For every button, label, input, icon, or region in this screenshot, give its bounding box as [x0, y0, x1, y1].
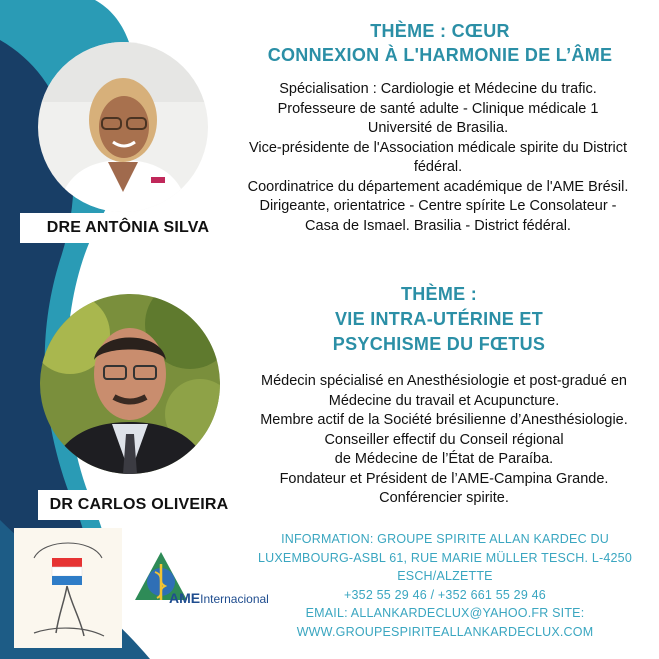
- info-line: INFORMATION: GROUPE SPIRITE ALLAN KARDEC DU: [281, 532, 609, 546]
- info-line: LUXEMBOURG-ASBL 61, RUE MARIE MÜLLER TESCH. L-4250: [257, 550, 632, 565]
- info-line: WWW.GROUPESPIRITEALLANKARDECLUX.COM: [296, 624, 594, 639]
- info-line: ESCH/ALZETTE: [397, 569, 493, 583]
- speaker1-bio: [228, 80, 648, 236]
- ame-mark: AME: [169, 590, 201, 606]
- bio-line: fédéral.: [413, 159, 463, 175]
- bio-line: Conseiller effectif du Conseil régional: [324, 431, 564, 448]
- speaker2-theme-line1: THÈME :: [400, 284, 478, 304]
- bio-line: de Médecine de l’État de Paraíba.: [334, 451, 554, 467]
- bio-line: Casa de Ismael. Brasilia - District fédéral.: [305, 217, 571, 234]
- speaker1-name: DRE ANTÔNIA SILVA: [20, 213, 236, 243]
- bio-line: Conférencier spirite.: [379, 490, 509, 506]
- bio-line: Membre actif de la Société brésilienne d’Anesthésiologie.: [260, 412, 628, 428]
- bio-line: Médecine du travail et Acupuncture.: [328, 392, 560, 409]
- ame-word: Internacional: [200, 592, 269, 606]
- contact-information: [250, 530, 640, 641]
- bio-line: Dirigeante, orientatrice - Centre spírite Le Consolateur -: [259, 198, 617, 214]
- speaker2-name: DR CARLOS OLIVEIRA: [38, 490, 240, 520]
- speaker2-theme-title: [248, 282, 630, 358]
- speaker1-theme-title: [238, 20, 642, 68]
- speaker1-theme-line2: CONNEXION À L'HARMONIE DE L’ÂME: [267, 44, 613, 65]
- speaker2-bio: [240, 372, 648, 509]
- bio-line: Fondateur et Président de l’AME-Campina Grande.: [279, 470, 609, 487]
- info-line: +352 55 29 46 / +352 661 55 29 46: [344, 587, 546, 602]
- bio-line: Université de Brasilia.: [367, 120, 509, 136]
- gsak-logo: [14, 528, 122, 648]
- bio-line: Médecin spécialisé en Anesthésiologie et post-gradué en: [261, 373, 627, 389]
- bio-line: Coordinatrice du département académique de l'AME Brésil.: [247, 178, 629, 195]
- speaker1-theme-line1: THÈME : CŒUR: [370, 21, 510, 41]
- info-line: EMAIL: ALLANKARDECLUX@YAHOO.FR SITE:: [305, 606, 585, 620]
- speaker2-photo: [40, 294, 220, 474]
- bio-line: Vice-présidente de l'Association médicale spirite du District: [248, 139, 628, 156]
- bio-line: Spécialisation : Cardiologie et Médecine du trafic.: [279, 81, 597, 97]
- speaker2-theme-line2: VIE INTRA-UTÉRINE ET: [334, 309, 543, 330]
- speaker2-theme-line3: PSYCHISME DU FŒTUS: [332, 334, 546, 355]
- ame-internacional-logo: [135, 550, 269, 620]
- speaker1-photo: [38, 42, 208, 212]
- bio-line: Professeure de santé adulte - Clinique médicale 1: [277, 100, 599, 117]
